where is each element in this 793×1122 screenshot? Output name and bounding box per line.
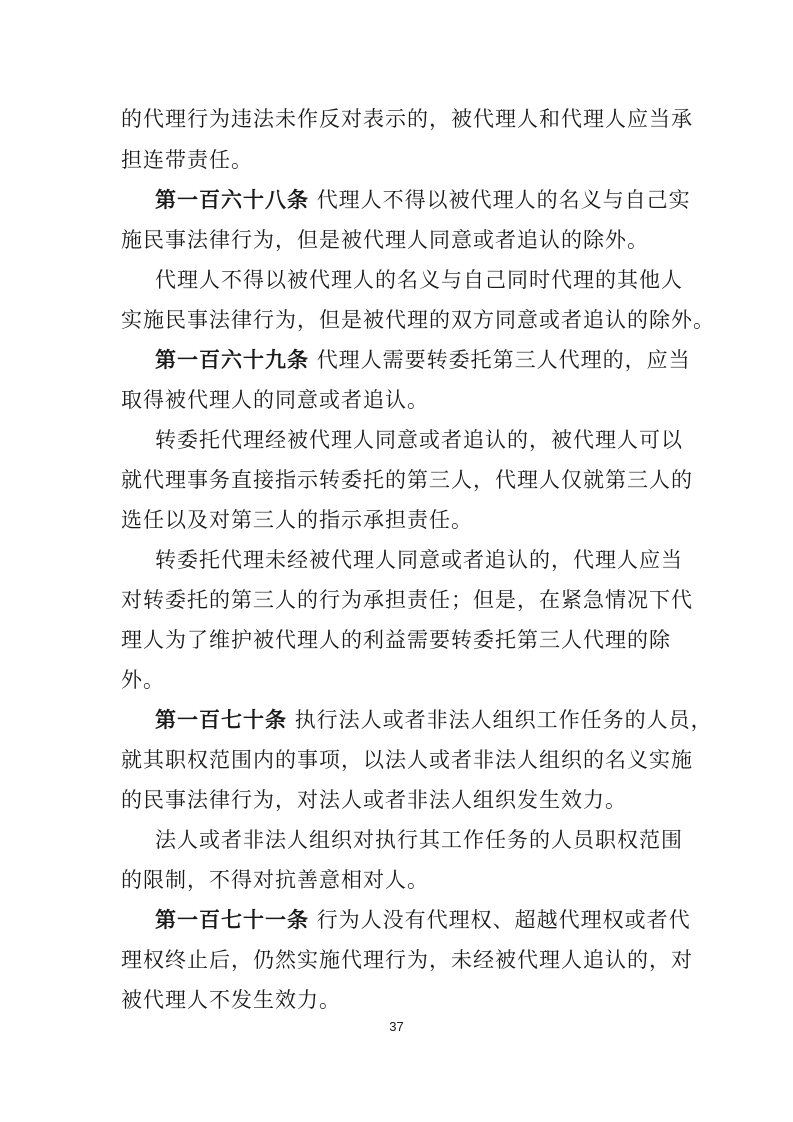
article-heading: 第一百六十九条	[155, 347, 309, 372]
article-heading: 第一百七十条	[155, 707, 287, 732]
text-line	[121, 988, 341, 1012]
page-number: 37	[389, 1019, 404, 1034]
text-line	[121, 628, 671, 652]
line-text: 对转委托的第三人的行为承担责任；但是，在紧急情况下代	[121, 588, 693, 612]
paragraph-start-line	[155, 828, 683, 852]
line-text: 行为人没有代理权、超越代理权或者代	[316, 908, 691, 932]
line-text: 施民事法律行为，但是被代理人同意或者追认的除外。	[121, 228, 649, 252]
article-169-heading-line	[155, 348, 691, 372]
article-171-heading-line	[155, 908, 691, 932]
text-line	[121, 388, 429, 412]
line-text: 的民事法律行为，对法人或者非法人组织发生效力。	[121, 788, 627, 812]
paragraph-start-line	[155, 548, 683, 572]
text-line	[121, 228, 649, 252]
paragraph-start-line	[155, 268, 683, 292]
text-line	[121, 788, 627, 812]
text-line	[121, 468, 693, 492]
text-line	[121, 748, 693, 772]
line-text: 执行法人或者非法人组织工作任务的人员，	[294, 708, 713, 732]
text-line	[121, 508, 473, 532]
line-text: 外。	[121, 668, 165, 692]
line-text: 的限制，不得对抗善意相对人。	[121, 868, 429, 892]
line-text: 转委托代理未经被代理人同意或者追认的，代理人应当	[155, 548, 683, 572]
article-168-heading-line	[155, 188, 691, 212]
text-line	[121, 948, 693, 972]
text-line	[121, 868, 429, 892]
line-text: 就其职权范围内的事项，以法人或者非法人组织的名义实施	[121, 748, 693, 772]
text-line	[121, 148, 253, 172]
line-text: 选任以及对第三人的指示承担责任。	[121, 508, 473, 532]
article-heading: 第一百七十一条	[155, 907, 309, 932]
article-heading: 第一百六十八条	[155, 187, 309, 212]
line-text: 实施民事法律行为，但是被代理的双方同意或者追认的除外。	[121, 308, 715, 332]
line-text: 理权终止后，仍然实施代理行为，未经被代理人追认的，对	[121, 948, 693, 972]
text-line	[121, 668, 165, 692]
text-line	[121, 107, 693, 131]
text-line	[121, 308, 715, 332]
article-170-heading-line	[155, 708, 713, 732]
line-text: 就代理事务直接指示转委托的第三人，代理人仅就第三人的	[121, 468, 693, 492]
text-line	[121, 588, 693, 612]
line-text: 担连带责任。	[121, 148, 253, 172]
paragraph-start-line	[155, 428, 683, 452]
line-text: 理人为了维护被代理人的利益需要转委托第三人代理的除	[121, 628, 671, 652]
line-text: 被代理人不发生效力。	[121, 988, 341, 1012]
line-text: 的代理行为违法未作反对表示的，被代理人和代理人应当承	[121, 107, 693, 131]
line-text: 代理人不得以被代理人的名义与自己实	[316, 188, 691, 212]
line-text: 法人或者非法人组织对执行其工作任务的人员职权范围	[155, 828, 683, 852]
line-text: 取得被代理人的同意或者追认。	[121, 388, 429, 412]
line-text: 代理人不得以被代理人的名义与自己同时代理的其他人	[155, 268, 683, 292]
line-text: 代理人需要转委托第三人代理的，应当	[316, 348, 691, 372]
line-text: 转委托代理经被代理人同意或者追认的，被代理人可以	[155, 428, 683, 452]
